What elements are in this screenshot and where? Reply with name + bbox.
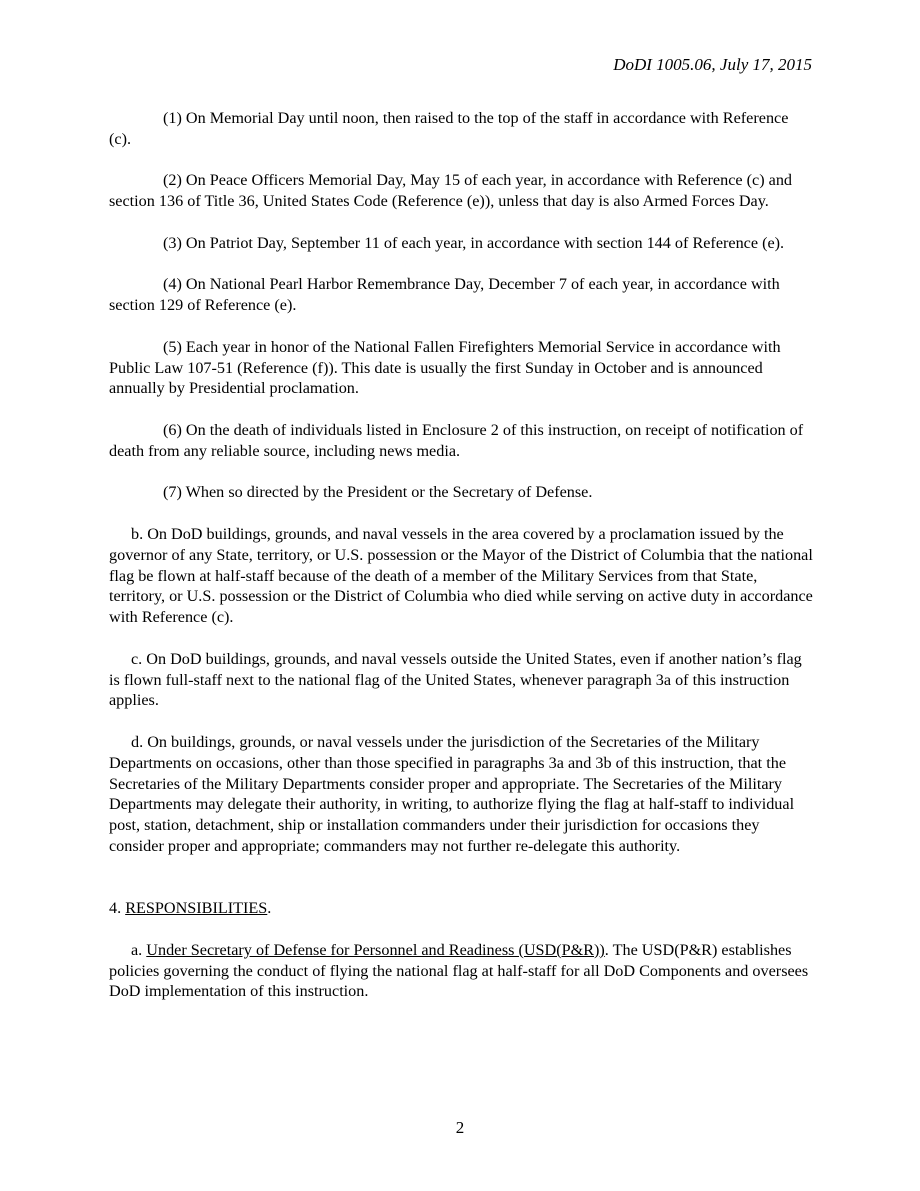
section-title-suffix: . [267, 899, 272, 918]
paragraph-3c: c. On DoD buildings, grounds, and naval vessels outside the United States, even if another nation’s flag is flown full-staff next to the national flag of the United States, whenever paragraph 3a of this instruction applies. [109, 649, 802, 710]
document-body [109, 108, 814, 1023]
paragraph-3a-2: (2) On Peace Officers Memorial Day, May 15 of each year, in accordance with Reference (c) and section 136 of Title 36, United States Code (Reference (e)), unless that day is also Armed Forces Day. [109, 171, 793, 211]
paragraph-4a-text: . The USD(P&R) establishes policies governing the conduct of flying the national flag at half-staff for all DoD Components and oversees DoD implementation of this instruction. [109, 940, 809, 1001]
paragraph-3a-6: (6) On the death of individuals listed in Enclosure 2 of this instruction, on receipt of notification of death from any reliable source, including news media. [109, 420, 804, 460]
paragraph-3a-5: (5) Each year in honor of the National Fallen Firefighters Memorial Service in accordance with Public Law 107-51 (Reference (f)). This date is usually the first Sunday in October and is announced annually by Presidential proclamation. [109, 337, 781, 398]
paragraph-3b: b. On DoD buildings, grounds, and naval vessels in the area covered by a proclamation issued by the governor of any State, territory, or U.S. possession or the Mayor of the District of Columbia that the national flag be flown at half-staff because of the death of a member of the Military Services from that State, territory, or U.S. possession or the District of Columbia who died while serving on active duty in accordance with Reference (c). [109, 524, 813, 627]
paragraph-4a-title: Under Secretary of Defense for Personnel and Readiness (USD(P&R)) [146, 940, 605, 959]
paragraph-3d: d. On buildings, grounds, or naval vessels under the jurisdiction of the Secretaries of the Military Departments on occasions, other than those specified in paragraphs 3a and 3b of this instruction, that the Secretaries of the Military Departments consider proper and appropriate. The Secretaries of the Military Departments may delegate their authority, in writing, to authorize flying the flag at half-staff to individual post, station, detachment, ship or installation commanders under their jurisdiction for occasions they consider proper and appropriate; commanders may not further re-delegate this authority. [109, 732, 795, 855]
paragraph-4a [109, 940, 814, 1002]
paragraph-3a-1: (1) On Memorial Day until noon, then raised to the top of the staff in accordance with Reference (c). [109, 109, 789, 148]
section-number: 4. [109, 899, 126, 918]
section-title: RESPONSIBILITIES [125, 899, 268, 918]
paragraph-4a-prefix: a. [131, 940, 147, 959]
paragraph-3a-3: (3) On Patriot Day, September 11 of each year, in accordance with section 144 of Reference (e). [163, 233, 785, 252]
paragraph-3a-7: (7) When so directed by the President or the Secretary of Defense. [163, 483, 593, 502]
section-heading [109, 898, 814, 919]
document-header: DoDI 1005.06, July 17, 2015 [613, 55, 812, 74]
page-number: 2 [455, 1118, 465, 1137]
paragraph-3a-4: (4) On National Pearl Harbor Remembrance Day, December 7 of each year, in accordance with section 129 of Reference (e). [109, 275, 780, 315]
